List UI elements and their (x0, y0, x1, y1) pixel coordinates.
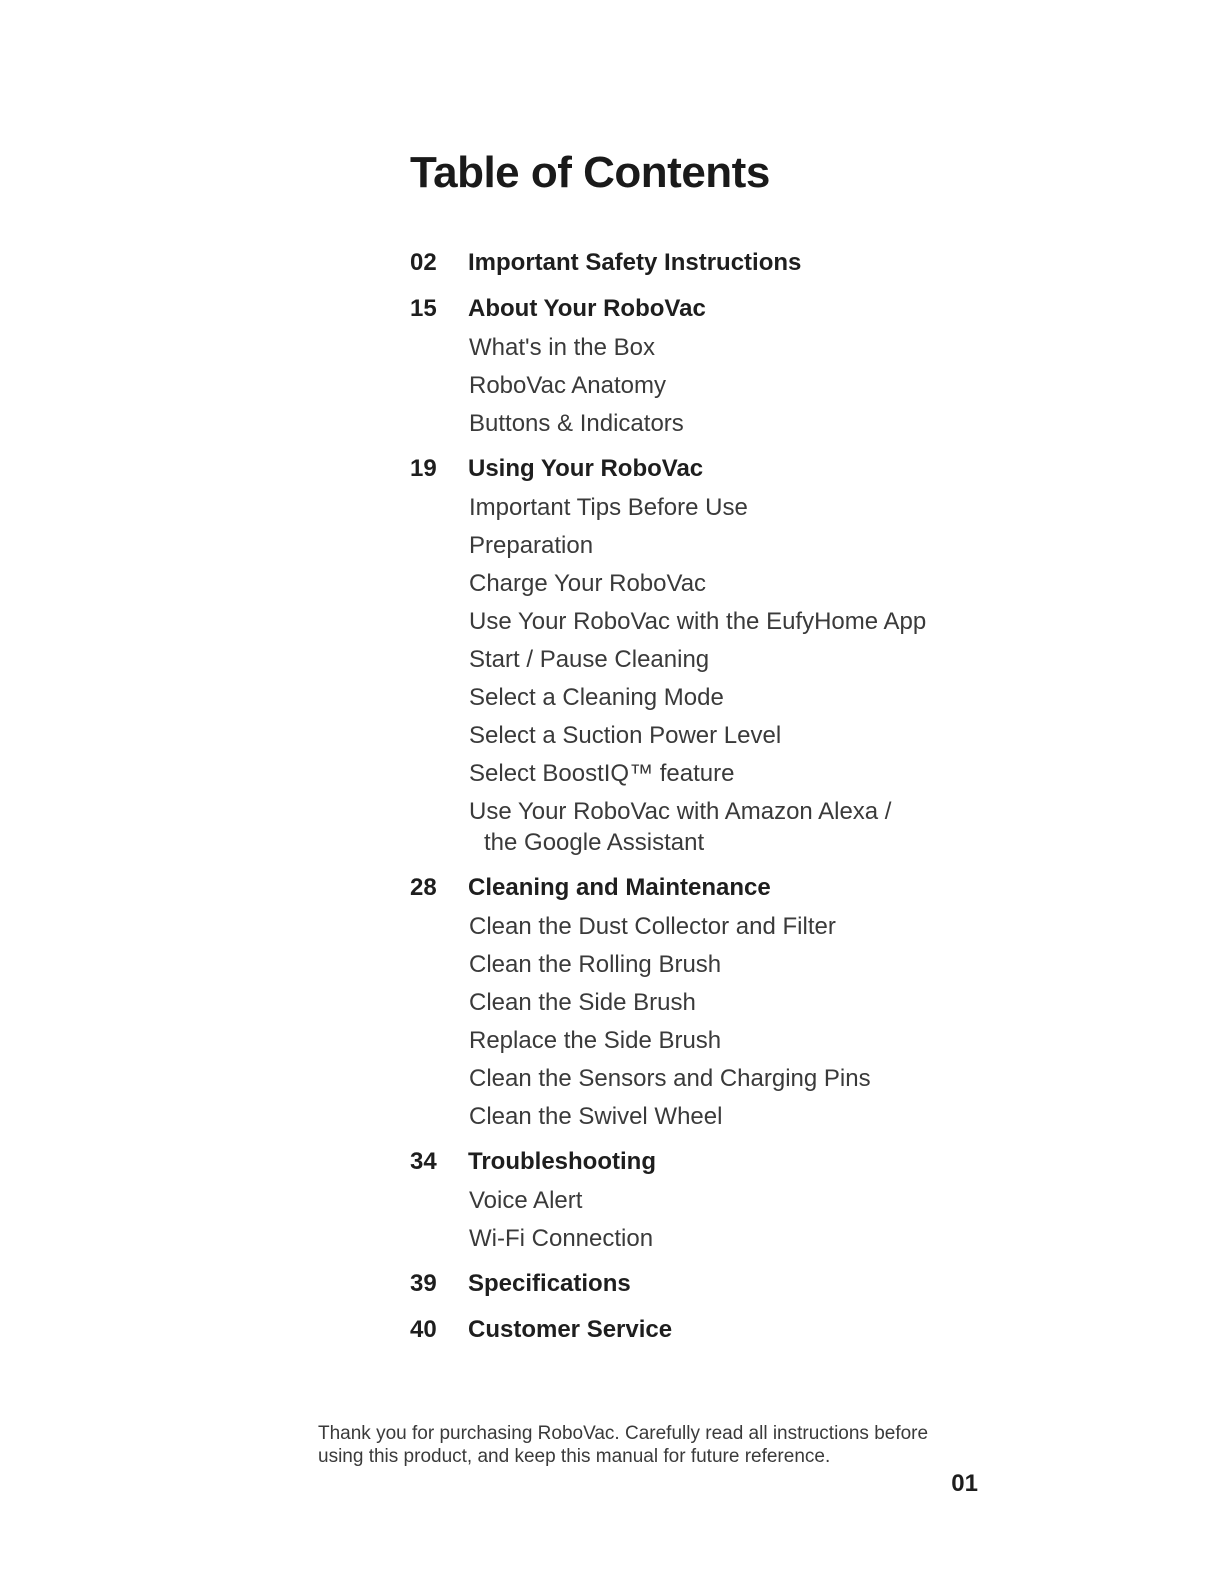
toc-section-title: About Your RoboVac (468, 295, 706, 322)
toc-section-specifications (410, 1265, 1030, 1303)
toc-subsection-list (410, 907, 1030, 1135)
toc-section-title: Troubleshooting (468, 1148, 656, 1175)
toc-page-number: 19 (410, 455, 437, 482)
toc-subsection[interactable]: What's in the Box (469, 333, 655, 361)
toc-page-number: 39 (410, 1270, 437, 1297)
footer-note-line2: using this product, and keep this manual for future reference. (318, 1446, 831, 1467)
toc-section-title: Specifications (468, 1270, 631, 1297)
toc-entry[interactable] (410, 869, 1030, 907)
toc-subsection[interactable]: Charge Your RoboVac (469, 569, 707, 597)
toc-page-number: 28 (410, 874, 437, 901)
toc-entry[interactable] (410, 1265, 1030, 1303)
toc-section-title: Important Safety Instructions (468, 249, 802, 276)
toc-subsection-wrapped[interactable] (469, 792, 1030, 861)
toc-subsection[interactable]: Clean the Sensors and Charging Pins (469, 1064, 871, 1092)
footer-note-line1: Thank you for purchasing RoboVac. Carefully read all instructions before (318, 1423, 929, 1444)
toc-entry[interactable] (410, 290, 1030, 328)
toc-subsection[interactable]: Wi-Fi Connection (469, 1224, 654, 1252)
toc-subsection[interactable]: Clean the Rolling Brush (469, 950, 722, 978)
toc-section-safety (410, 244, 1030, 282)
toc-subsection[interactable]: Start / Pause Cleaning (469, 645, 710, 673)
toc-subsection[interactable]: Clean the Swivel Wheel (469, 1102, 723, 1130)
toc-subsection-line1: Use Your RoboVac with Amazon Alexa / (469, 797, 892, 825)
footer-note (318, 1422, 978, 1468)
toc-subsection[interactable]: Use Your RoboVac with the EufyHome App (469, 607, 927, 635)
toc-subsection[interactable]: Clean the Side Brush (469, 988, 696, 1016)
toc-entry[interactable] (410, 244, 1030, 282)
toc-section-about (410, 290, 1030, 442)
toc-page-number: 15 (410, 295, 437, 322)
toc-page-number: 40 (410, 1316, 437, 1343)
toc-section-troubleshooting (410, 1143, 1030, 1257)
toc-subsection[interactable]: RoboVac Anatomy (469, 371, 667, 399)
toc-subsection[interactable]: Replace the Side Brush (469, 1026, 722, 1054)
toc-page-number: 34 (410, 1148, 437, 1175)
toc-section-title: Using Your RoboVac (468, 455, 704, 482)
toc-subsection[interactable]: Select BoostIQ™ feature (469, 759, 735, 787)
toc-subsection-line2: the Google Assistant (484, 828, 705, 856)
toc-subsection[interactable]: Preparation (469, 531, 594, 559)
table-of-contents (410, 244, 1030, 1357)
toc-section-title: Customer Service (468, 1316, 673, 1343)
toc-section-using (410, 450, 1030, 861)
page-title: Table of Contents (410, 148, 770, 197)
toc-subsection[interactable]: Select a Cleaning Mode (469, 683, 724, 711)
toc-section-maintenance (410, 869, 1030, 1135)
toc-subsection-list (410, 1181, 1030, 1257)
toc-subsection[interactable]: Important Tips Before Use (469, 493, 748, 521)
toc-section-customer-service (410, 1311, 1030, 1349)
page-number: 01 (951, 1470, 978, 1497)
toc-entry[interactable] (410, 450, 1030, 488)
toc-subsection[interactable]: Select a Suction Power Level (469, 721, 782, 749)
toc-page-number: 02 (410, 249, 437, 276)
toc-subsection[interactable]: Clean the Dust Collector and Filter (469, 912, 836, 940)
toc-section-title: Cleaning and Maintenance (468, 874, 771, 901)
toc-entry[interactable] (410, 1311, 1030, 1349)
toc-subsection-list (410, 488, 1030, 861)
toc-subsection[interactable]: Buttons & Indicators (469, 409, 684, 437)
toc-subsection-list (410, 328, 1030, 442)
toc-entry[interactable] (410, 1143, 1030, 1181)
toc-subsection[interactable]: Voice Alert (469, 1186, 583, 1214)
